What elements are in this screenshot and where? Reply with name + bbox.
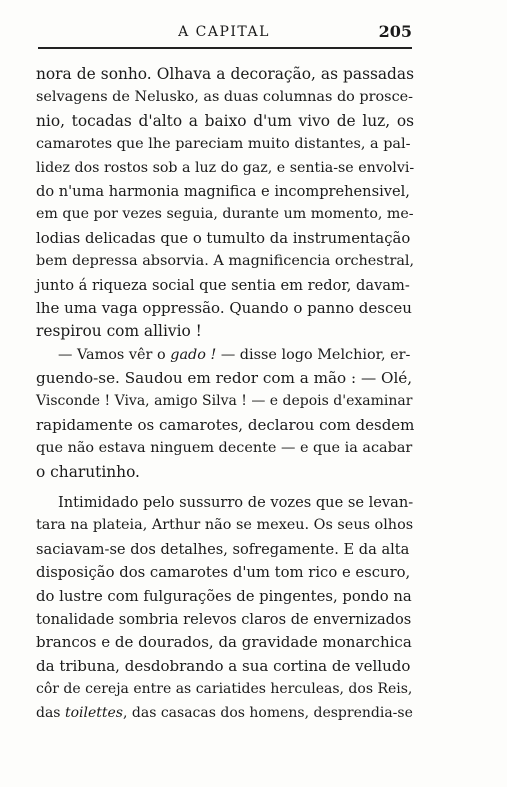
text-line: da tribuna, desdobrando a sua cortina de velludo [36, 656, 411, 675]
text-line: saciavam-se dos detalhes, sofregamente. E da alta [36, 540, 410, 558]
text-line: camarotes que lhe pareciam muito distantes, a pal- [36, 136, 411, 153]
italic-text: gado ! [170, 346, 217, 363]
text-line: que não estava ninguem decente — e que ia acabar [36, 440, 413, 457]
paragraph-3 [36, 491, 414, 725]
text-run: — Vamos vêr o [58, 346, 171, 363]
text-line: brancos e de dourados, da gravidade monarchica [36, 633, 412, 652]
text-line: do n'uma harmonia magnifica e incomprehensivel, [36, 182, 410, 200]
text-line: tonalidade sombria relevos claros de envernizados [36, 610, 412, 628]
text-line: rapidamente os camarotes, declarou com desdem [36, 415, 415, 434]
text-line: selvagens de Nelusko, as duas columnas do prosce- [36, 89, 414, 106]
text-line: disposição dos camarotes d'um tom rico e escuro, [36, 564, 411, 582]
italic-text: toilettes [64, 704, 123, 721]
text-line: o charutinho. [36, 462, 140, 481]
text-line: bem depressa absorvia. A magnificencia orchestral, [36, 253, 415, 270]
text-line: junto á riqueza social que sentia em redor, davam- [36, 276, 410, 294]
text-line: respirou com allivio ! [36, 322, 202, 341]
running-head [36, 22, 412, 46]
running-title: A CAPITAL [178, 24, 270, 40]
text-line [36, 344, 414, 367]
text-line: guendo-se. Saudou em redor com a mão : — Olé, [36, 369, 413, 388]
body-text [36, 63, 414, 725]
page-number: 205 [378, 22, 412, 41]
paragraph-2 [36, 344, 414, 484]
text-line: em que por vezes seguia, durante um momento, me- [36, 206, 414, 223]
text-line: tara na plateia, Arthur não se mexeu. Os seus olhos [36, 517, 414, 534]
text-line: do lustre com fulgurações de pingentes, pondo na [36, 587, 412, 605]
text-line: côr de cereja entre as cariatides herculeas, dos Reis, [36, 681, 413, 698]
text-line: Visconde ! Viva, amigo Silva ! — e depois d'examinar [36, 393, 413, 410]
text-line: lidez dos rostos sob a luz do gaz, e sentia-se envolvi- [36, 159, 415, 176]
text-line: nio, tocadas d'alto a baixo d'um vivo de luz, os [36, 111, 414, 130]
text-line [36, 702, 414, 725]
text-run: — disse logo Melchior, er- [216, 346, 411, 363]
text-line: lhe uma vaga oppressão. Quando o panno desceu [36, 298, 412, 317]
header-rule [38, 47, 412, 49]
text-run: , das casacas dos homens, desprendia-se [122, 704, 413, 721]
paragraph-gap [36, 484, 414, 491]
paragraph-1 [36, 63, 414, 344]
text-line: Intimidado pelo sussurro de vozes que se levan- [58, 494, 414, 512]
text-line: lodias delicadas que o tumulto da instrumentação [36, 229, 411, 247]
text-line: nora de sonho. Olhava a decoração, as passadas [36, 65, 414, 83]
text-run: das [36, 704, 65, 721]
